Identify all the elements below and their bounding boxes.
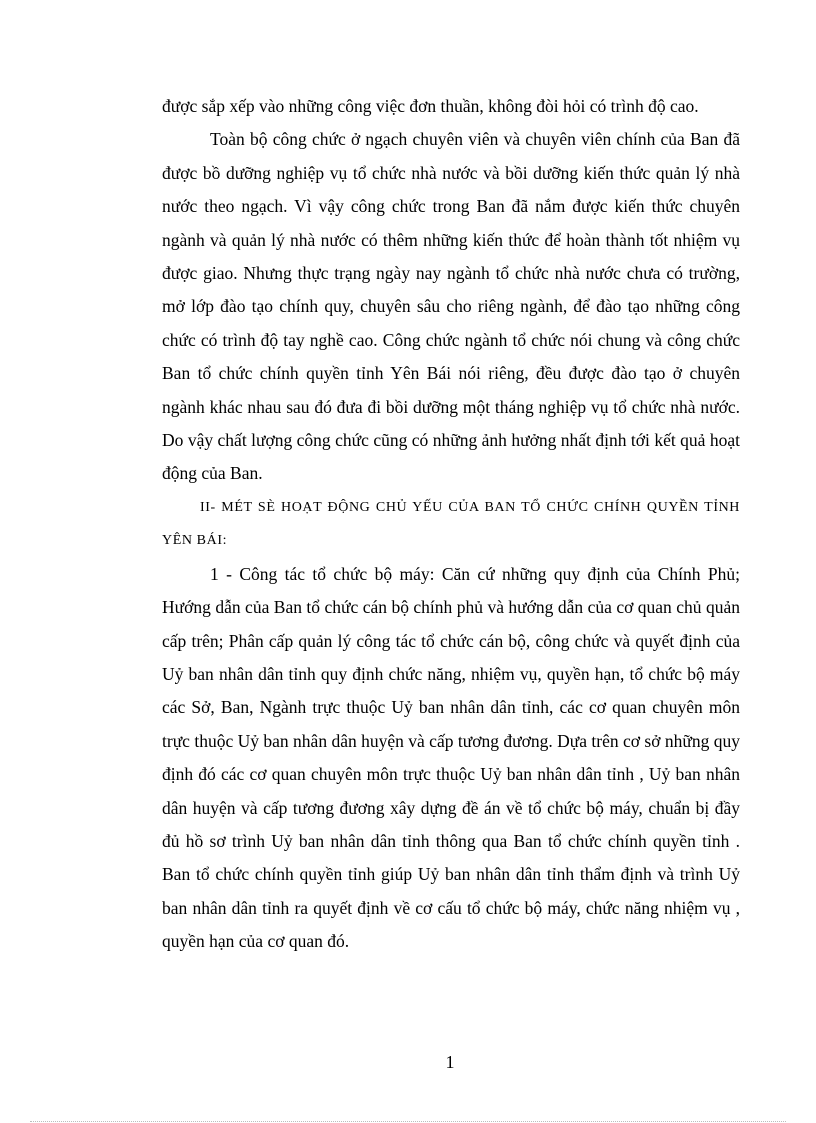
- section-heading: II- MÉT SÈ HOẠT ĐỘNG CHỦ YẾU CỦA BAN TỔ CHỨC CHÍNH QUYỀN TỈNH YÊN BÁI:: [162, 499, 740, 549]
- paragraph-continuation: được sắp xếp vào những công việc đơn thuần, không đòi hỏi có trình độ cao.: [162, 96, 699, 116]
- page-number: 1: [445, 1052, 455, 1072]
- paragraph-organizational-structure: 1 - Công tác tổ chức bộ máy: Căn cứ những quy định của Chính Phủ; Hướng dẫn của Ban tổ chức cán bộ chính phủ và hướng dẫn của cơ quan chủ quản cấp trên; Phân cấp quản lý công tác tổ chức cán bộ, công chức và quyết định của Uỷ ban nhân dân tỉnh quy định chức năng, nhiệm vụ, quyền hạn, tổ chức bộ máy các Sở, Ban, Ngành trực thuộc Uỷ ban nhân dân tỉnh, các cơ quan chuyên môn trực thuộc Uỷ ban nhân dân huyện và cấp tương đương. Dựa trên cơ sở những quy định đó các cơ quan chuyên môn trực thuộc Uỷ ban nhân dân tỉnh , Uỷ ban nhân dân huyện và cấp tương đương xây dựng đề án về tổ chức bộ máy, chuẩn bị đầy đủ hồ sơ trình Uỷ ban nhân dân tỉnh thông qua Ban tổ chức chính quyền tỉnh . Ban tổ chức chính quyền tỉnh giúp Uỷ ban nhân dân tỉnh thẩm định và trình Uỷ ban nhân dân tỉnh ra quyết định về cơ cấu tổ chức bộ máy, chức năng nhiệm vụ , quyền hạn của cơ quan đó.: [162, 563, 740, 952]
- page-bottom-divider: [30, 1121, 786, 1122]
- paragraph-staff-training: Toàn bộ công chức ở ngạch chuyên viên và chuyên viên chính của Ban đã được bồ dưỡng nghiệp vụ tổ chức nhà nước và bồi dưỡng kiến thức quản lý nhà nước theo ngạch. Vì vậy công chức trong Ban đã nắm được kiến thức chuyên ngành và quản lý nhà nước có thêm những kiến thức để hoàn thành tốt nhiệm vụ được giao. Nhưng thực trạng ngày nay ngành tổ chức nhà nước chưa có trường, mở lớp đào tạo chính quy, chuyên sâu cho riêng ngành, để đào tạo những công chức có trình độ tay nghề cao. Công chức ngành tổ chức nói chung và công chức Ban tổ chức chính quyền tỉnh Yên Bái nói riêng, đều được đào tạo ở chuyên ngành khác nhau sau đó đưa đi bồi dưỡng một tháng nghiệp vụ tổ chức nhà nước. Do vậy chất lượng công chức cũng có những ảnh hưởng nhất định tới kết quả hoạt động của Ban.: [162, 129, 740, 484]
- document-body: [162, 90, 740, 959]
